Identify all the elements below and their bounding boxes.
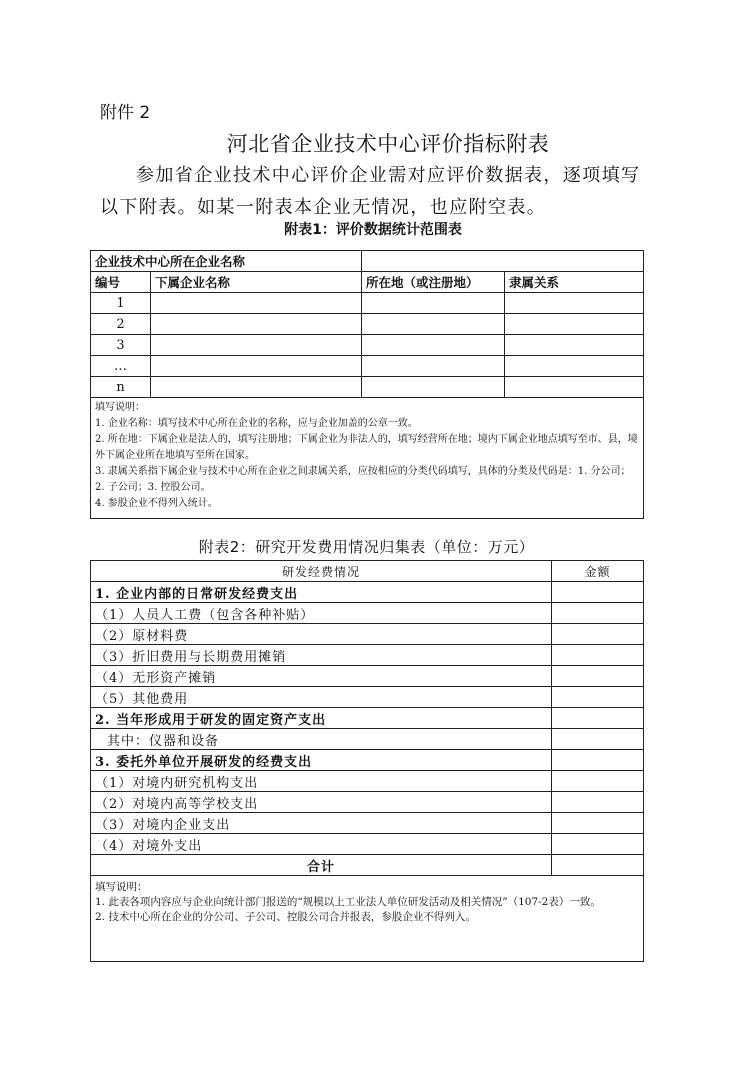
affiliation-cell[interactable] [505, 356, 644, 377]
table2-title: 附表2：研究开发费用情况归集表（单位：万元） [198, 538, 535, 556]
row-number: n [91, 377, 151, 398]
location-cell[interactable] [362, 356, 505, 377]
amount-cell[interactable] [552, 582, 644, 603]
location-cell[interactable] [362, 314, 505, 335]
note-item: 1. 企业名称：填写技术中心所在企业的名称，应与企业加盖的公章一致。 [95, 418, 418, 429]
table-row [91, 314, 644, 335]
row-label: 其中：仪器和设备 [91, 729, 552, 750]
amount-cell[interactable] [552, 729, 644, 750]
row-number: 3 [91, 335, 151, 356]
amount-cell[interactable] [552, 624, 644, 645]
table-row [91, 624, 644, 645]
table-row [91, 708, 644, 729]
col-header-subsidiary-name: 下属企业名称 [151, 272, 362, 293]
note-item: 4. 参股企业不得列入统计。 [95, 498, 218, 509]
table-row [91, 335, 644, 356]
row-label: （2）对境内高等学校支出 [91, 792, 552, 813]
col-header-location: 所在地（或注册地） [362, 272, 505, 293]
document-title: 河北省企业技术中心评价指标附表 [226, 132, 550, 156]
table-row [91, 377, 644, 398]
row-number: 2 [91, 314, 151, 335]
note-item: 2. 技术中心所在企业的分公司、子公司、控股公司合并报表，参股企业不得列入。 [95, 911, 476, 923]
amount-cell[interactable] [552, 687, 644, 708]
location-cell[interactable] [362, 377, 505, 398]
total-row [91, 855, 644, 876]
amount-cell[interactable] [552, 813, 644, 834]
subsidiary-name-cell[interactable] [151, 293, 362, 314]
table-row [91, 666, 644, 687]
scope-statistics-table [90, 250, 644, 519]
row-label: （5）其他费用 [91, 687, 552, 708]
amount-cell[interactable] [552, 834, 644, 855]
row-label: （4）对境外支出 [91, 834, 552, 855]
col-header-amount: 金额 [552, 561, 644, 582]
row-number: 1 [91, 293, 151, 314]
table-row [91, 792, 644, 813]
enterprise-name-label: 企业技术中心所在企业名称 [91, 251, 362, 272]
amount-cell[interactable] [552, 603, 644, 624]
table1-title: 附表1：评价数据统计范围表 [284, 222, 462, 238]
row-label: 2. 当年形成用于研发的固定资产支出 [91, 708, 552, 729]
row-label: 1. 企业内部的日常研发经费支出 [91, 582, 552, 603]
row-label: （1）人员人工费（包含各种补贴） [91, 603, 552, 624]
affiliation-cell[interactable] [505, 377, 644, 398]
amount-cell[interactable] [552, 771, 644, 792]
table-row [91, 771, 644, 792]
table-row [91, 750, 644, 771]
attachment-label: 附件 2 [100, 103, 151, 123]
row-label: （3）对境内企业支出 [91, 813, 552, 834]
table-row [91, 645, 644, 666]
col-header-number: 编号 [91, 272, 151, 293]
amount-cell[interactable] [552, 645, 644, 666]
intro-paragraph: 参加省企业技术中心评价企业需对应评价数据表，逐项填写以下附表。如某一附表本企业无情况，也应附空表。 [100, 165, 641, 218]
amount-cell[interactable] [552, 792, 644, 813]
table-row [91, 687, 644, 708]
row-label: （3）折旧费用与长期费用摊销 [91, 645, 552, 666]
subsidiary-name-cell[interactable] [151, 314, 362, 335]
note-heading: 填写说明： [95, 402, 145, 413]
table-row [91, 729, 644, 750]
row-label: 3. 委托外单位开展研发的经费支出 [91, 750, 552, 771]
rd-expense-table [90, 560, 644, 962]
enterprise-name-value[interactable] [362, 251, 644, 272]
note-item: 1. 此表各项内容应与企业向统计部门报送的“规模以上工业法人单位研发活动及相关情况”（107-2表）一致。 [95, 896, 601, 908]
col-header-affiliation: 隶属关系 [505, 272, 644, 293]
table1-notes [91, 398, 644, 519]
total-amount-cell[interactable] [552, 855, 644, 876]
note-item: 3. 隶属关系指下属企业与技术中心所在企业之间隶属关系，应按相应的分类代码填写，具体的分类及代码是：1. 分公司；2. 子公司；3. 控股公司。 [95, 466, 631, 493]
row-number: … [91, 356, 151, 377]
row-label: （2）原材料费 [91, 624, 552, 645]
location-cell[interactable] [362, 293, 505, 314]
total-label: 合计 [91, 855, 552, 876]
note-item: 2. 所在地：下属企业是法人的，填写注册地；下属企业为非法人的，填写经营所在地；境内下属企业地点填写至市、县，境外下属企业所在地填写至所在国家。 [95, 434, 638, 461]
subsidiary-name-cell[interactable] [151, 356, 362, 377]
row-label: （4）无形资产摊销 [91, 666, 552, 687]
subsidiary-name-cell[interactable] [151, 377, 362, 398]
table-row [91, 356, 644, 377]
table-row [91, 582, 644, 603]
notes-blank-space [95, 925, 639, 955]
col-header-rd-expense: 研发经费情况 [91, 561, 552, 582]
amount-cell[interactable] [552, 750, 644, 771]
table-row [91, 603, 644, 624]
row-label: （1）对境内研究机构支出 [91, 771, 552, 792]
affiliation-cell[interactable] [505, 335, 644, 356]
note-heading: 填写说明： [95, 881, 148, 893]
subsidiary-name-cell[interactable] [151, 335, 362, 356]
table-row [91, 813, 644, 834]
table2-notes [91, 876, 644, 962]
amount-cell[interactable] [552, 666, 644, 687]
location-cell[interactable] [362, 335, 505, 356]
table-row [91, 293, 644, 314]
affiliation-cell[interactable] [505, 293, 644, 314]
affiliation-cell[interactable] [505, 314, 644, 335]
amount-cell[interactable] [552, 708, 644, 729]
table-row [91, 834, 644, 855]
